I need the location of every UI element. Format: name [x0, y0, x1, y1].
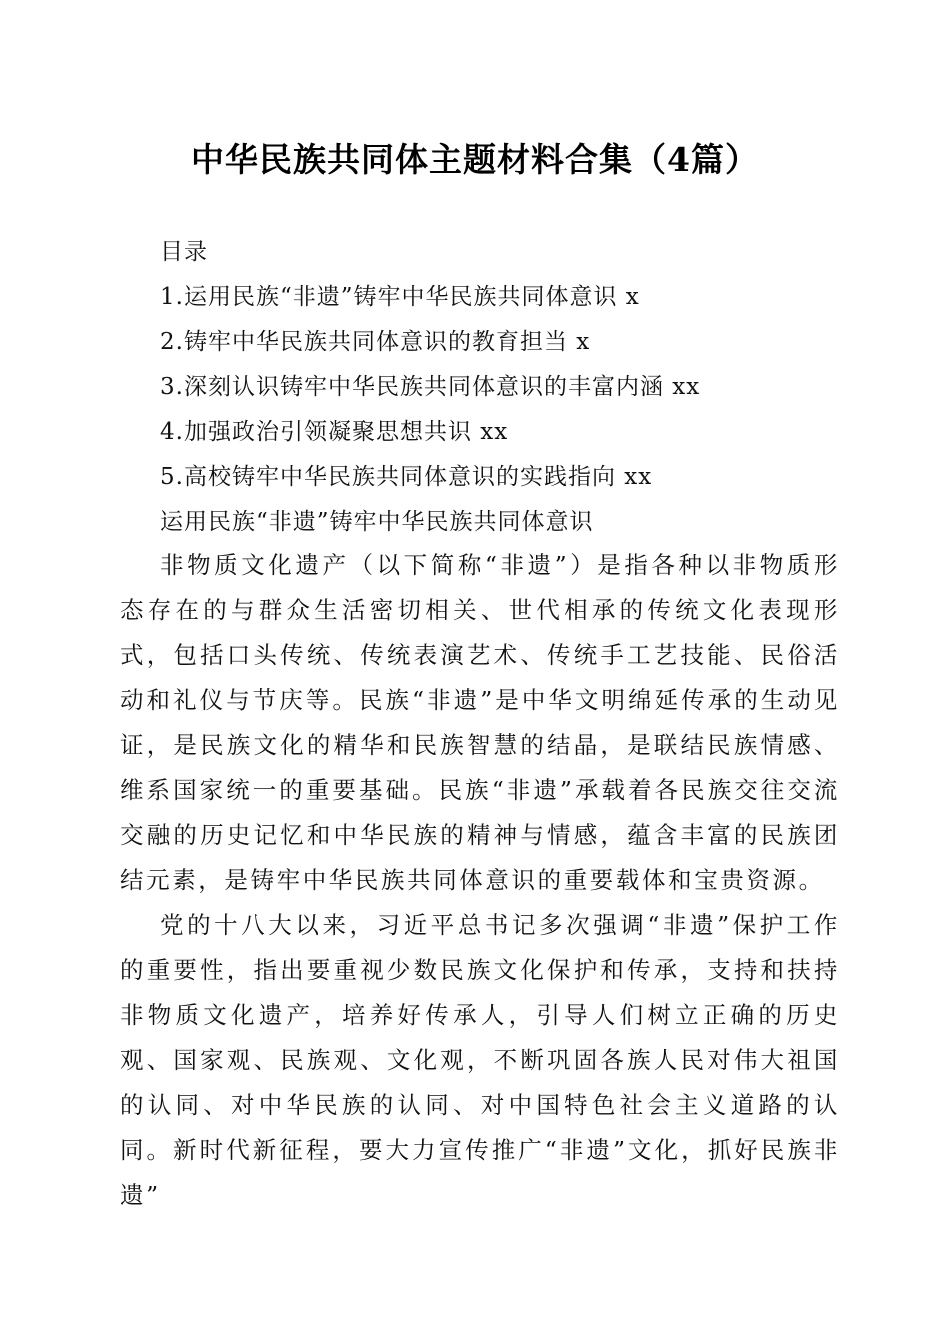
article-body: [120, 543, 840, 1218]
document-title: 中华民族共同体主题材料合集（4篇）: [191, 140, 759, 179]
table-of-contents: [160, 230, 880, 545]
toc-item: 4.加强政治引领凝聚思想共识 xx: [160, 419, 509, 445]
toc-heading: 目录: [160, 239, 208, 265]
paragraph: 党的十八大以来，习近平总书记多次强调“非遗”保护工作的重要性，指出要重视少数民族文化保护和传承，支持和扶持非物质文化遗产，培养好传承人，引导人们树立正确的历史观、国家观、民族观、文化观，不断巩固各族人民对伟大祖国的认同、对中华民族的认同、对中国特色社会主义道路的认同。新时代新征程，要大力宣传推广“非遗”文化，抓好民族非遗”: [120, 911, 840, 1209]
toc-item: 3.深刻认识铸牢中华民族共同体意识的丰富内涵 xx: [160, 374, 701, 400]
toc-item: 5.高校铸牢中华民族共同体意识的实践指向 xx: [160, 464, 653, 490]
paragraph: 非物质文化遗产（以下简称“非遗”）是指各种以非物质形态存在的与群众生活密切相关、世代相承的传统文化表现形式，包括口头传统、传统表演艺术、传统手工艺技能、民俗活动和礼仪与节庆等。民族“非遗”是中华文明绵延传承的生动见证，是民族文化的精华和民族智慧的结晶，是联结民族情感、维系国家统一的重要基础。民族“非遗”承载着各民族交往交流交融的历史记忆和中华民族的精神与情感，蕴含丰富的民族团结元素，是铸牢中华民族共同体意识的重要载体和宝贵资源。: [120, 551, 840, 894]
toc-item: 1.运用民族“非遗”铸牢中华民族共同体意识 x: [160, 284, 640, 310]
article-title: 运用民族“非遗”铸牢中华民族共同体意识: [160, 509, 594, 535]
toc-item: 2.铸牢中华民族共同体意识的教育担当 x: [160, 329, 591, 355]
